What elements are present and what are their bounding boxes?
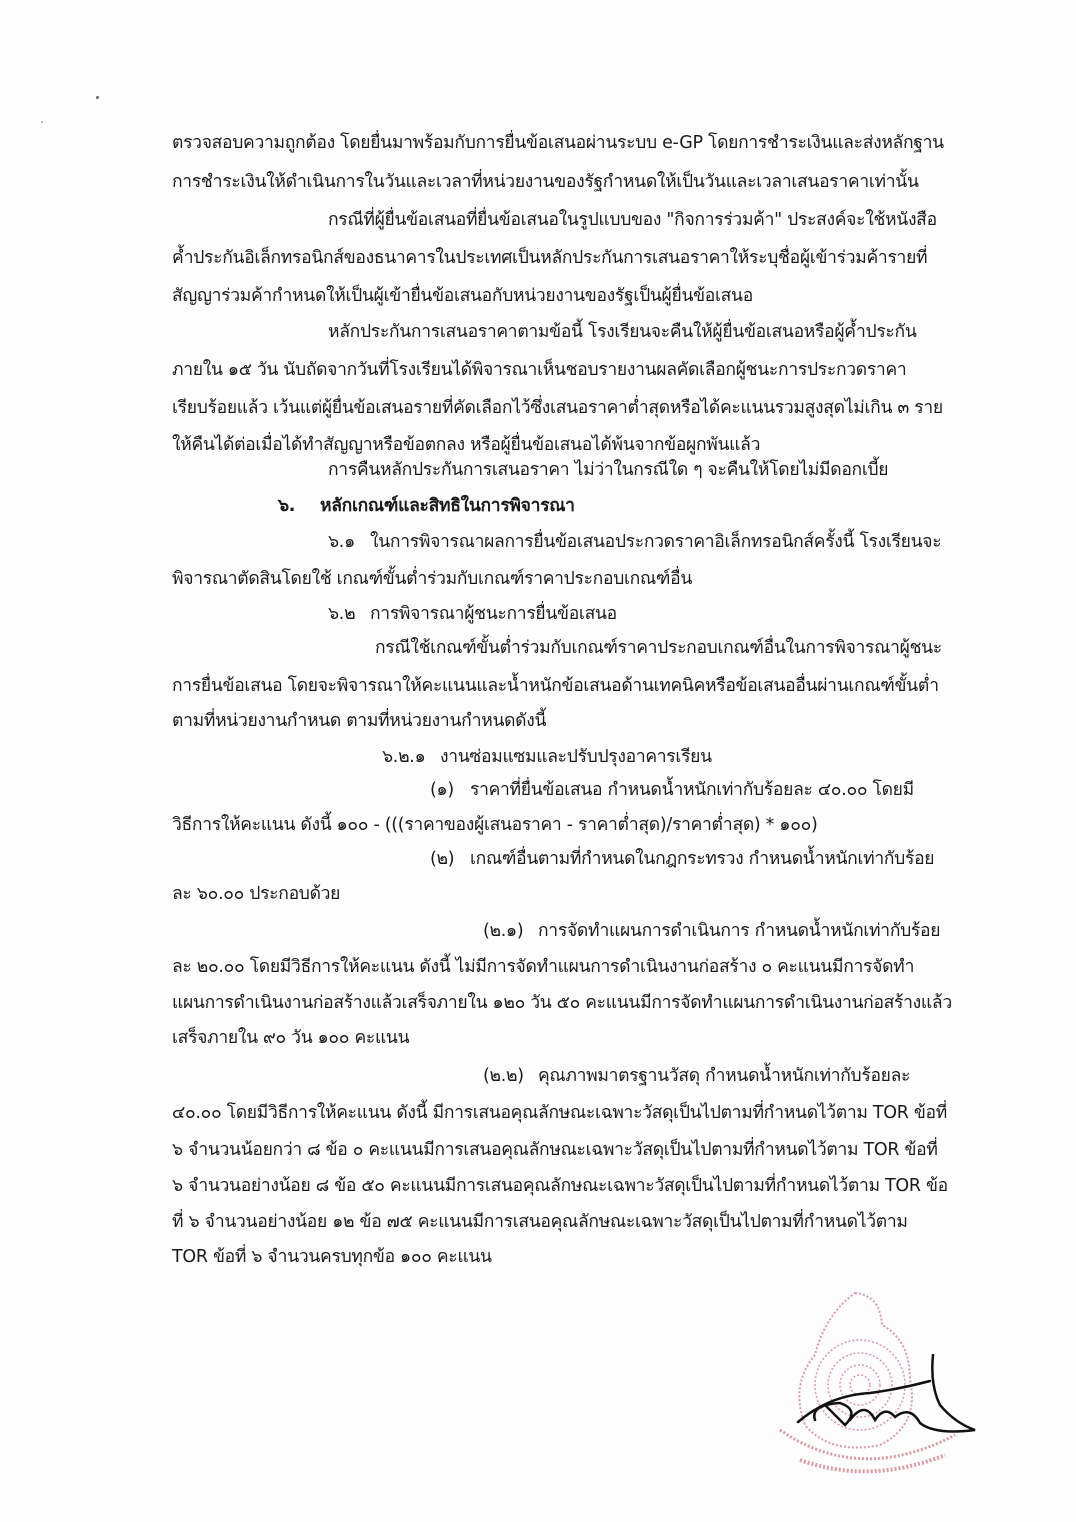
paragraph-line: หลักประกันการเสนอราคาตามข้อนี้ โรงเรียนจะคืนให้ผู้ยื่นข้อเสนอหรือผู้ค้ำประกัน (328, 322, 917, 342)
scan-speck (41, 121, 43, 123)
subsection-number: ๖.๒.๑ (382, 747, 426, 767)
item-number: (๒.๒) (483, 1066, 524, 1086)
paragraph-line: กรณีใช้เกณฑ์ขั้นต่ำร่วมกับเกณฑ์ราคาประกอบเกณฑ์อื่นในการพิจารณาผู้ชนะ (375, 638, 942, 658)
paragraph-line: ในการพิจารณาผลการยื่นข้อเสนอประกวดราคาอิเล็กทรอนิกส์ครั้งนี้ โรงเรียนจะ (370, 532, 942, 552)
paragraph-line: เรียบร้อยแล้ว เว้นแต่ผู้ยื่นข้อเสนอรายที่คัดเลือกไว้ซึ่งเสนอราคาต่ำสุดหรือได้คะแนนรวมสูงสุดไม่เกิน ๓ ราย (172, 398, 943, 418)
item-number: (๒.๑) (483, 921, 524, 941)
paragraph-line: ที่ ๖ จำนวนอย่างน้อย ๑๒ ข้อ ๗๕ คะแนนมีการเสนอคุณลักษณะเฉพาะวัสดุเป็นไปตามที่กำหนดไว้ตาม (172, 1212, 908, 1232)
paragraph-line: ๖ จำนวนอย่างน้อย ๘ ข้อ ๕๐ คะแนนมีการเสนอคุณลักษณะเฉพาะวัสดุเป็นไปตามที่กำหนดไว้ตาม TOR ข้อ (172, 1176, 948, 1196)
paragraph-line: การยื่นข้อเสนอ โดยจะพิจารณาให้คะแนนและน้ำหนักข้อเสนอด้านเทคนิคหรือข้อเสนออื่นผ่านเกณฑ์ขั้นต่ำ (172, 676, 939, 696)
item-number: (๑) (430, 780, 454, 800)
section-title: หลักเกณฑ์และสิทธิในการพิจารณา (320, 496, 575, 516)
paragraph-line: ตรวจสอบความถูกต้อง โดยยื่นมาพร้อมกับการยื่นข้อเสนอผ่านระบบ e-GP โดยการชำระเงินและส่งหลักฐาน (172, 133, 944, 153)
paragraph-line: ราคาที่ยื่นข้อเสนอ กำหนดน้ำหนักเท่ากับร้อยละ ๔๐.๐๐ โดยมี (470, 780, 914, 800)
paragraph-line: ค้ำประกันอิเล็กทรอนิกส์ของธนาคารในประเทศเป็นหลักประกันการเสนอราคาให้ระบุชื่อผู้เข้าร่วมค้ารายที่ (172, 248, 928, 268)
paragraph-line: ๖ จำนวนน้อยกว่า ๘ ข้อ ๐ คะแนนมีการเสนอคุณลักษณะเฉพาะวัสดุเป็นไปตามที่กำหนดไว้ตาม TOR ข้อที่ (172, 1140, 938, 1160)
subsection-number: ๖.๒ (328, 604, 356, 624)
paragraph-line: คุณภาพมาตรฐานวัสดุ กำหนดน้ำหนักเท่ากับร้อยละ (538, 1066, 911, 1086)
paragraph-line: ให้คืนได้ต่อเมื่อได้ทำสัญญาหรือข้อตกลง หรือผู้ยื่นข้อเสนอได้พ้นจากข้อผูกพันแล้ว (172, 435, 761, 455)
paragraph-line: เสร็จภายใน ๙๐ วัน ๑๐๐ คะแนน (172, 1028, 410, 1048)
paragraph-line: TOR ข้อที่ ๖ จำนวนครบทุกข้อ ๑๐๐ คะแนน (172, 1247, 492, 1267)
item-number: (๒) (430, 849, 455, 869)
paragraph-line: การจัดทำแผนการดำเนินการ กำหนดน้ำหนักเท่ากับร้อย (538, 921, 941, 941)
paragraph-line: พิจารณาตัดสินโดยใช้ เกณฑ์ขั้นต่ำร่วมกับเกณฑ์ราคาประกอบเกณฑ์อื่น (172, 569, 693, 589)
paragraph-line: ภายใน ๑๕ วัน นับถัดจากวันที่โรงเรียนได้พิจารณาเห็นชอบรายงานผลคัดเลือกผู้ชนะการประกวดราคา (172, 360, 907, 380)
subsection-number: ๖.๑ (328, 532, 355, 552)
subsection-title: การพิจารณาผู้ชนะการยื่นข้อเสนอ (370, 604, 617, 624)
paragraph-line: ละ ๒๐.๐๐ โดยมีวิธีการให้คะแนน ดังนี้ ไม่มีการจัดทำแผนการดำเนินงานก่อสร้าง ๐ คะแนนมีการจัดทำ (172, 957, 915, 977)
paragraph-line: วิธีการให้คะแนน ดังนี้ ๑๐๐ - (((ราคาของผู้เสนอราคา - ราคาต่ำสุด)/ราคาต่ำสุด) * ๑๐๐) (172, 815, 818, 835)
official-seal-icon (770, 1285, 990, 1485)
paragraph-line: กรณีที่ผู้ยื่นข้อเสนอที่ยื่นข้อเสนอในรูปแบบของ "กิจการร่วมค้า" ประสงค์จะใช้หนังสือ (328, 210, 937, 230)
paragraph-line: เกณฑ์อื่นตามที่กำหนดในกฎกระทรวง กำหนดน้ำหนักเท่ากับร้อย (470, 849, 935, 869)
paragraph-line: ละ ๖๐.๐๐ ประกอบด้วย (172, 884, 341, 904)
paragraph-line: แผนการดำเนินงานก่อสร้างแล้วเสร็จภายใน ๑๒๐ วัน ๕๐ คะแนนมีการจัดทำแผนการดำเนินงานก่อสร้างแล้ว (172, 993, 952, 1013)
paragraph-line: สัญญาร่วมค้ากำหนดให้เป็นผู้เข้ายื่นข้อเสนอกับหน่วยงานของรัฐเป็นผู้ยื่นข้อเสนอ (172, 286, 753, 306)
paragraph-line: ๔๐.๐๐ โดยมีวิธีการให้คะแนน ดังนี้ มีการเสนอคุณลักษณะเฉพาะวัสดุเป็นไปตามที่กำหนดไว้ตาม TOR ข้อที่ (172, 1103, 947, 1123)
subsection-title: งานซ่อมแซมและปรับปรุงอาคารเรียน (440, 747, 712, 767)
paragraph-line: การชำระเงินให้ดำเนินการในวันและเวลาที่หน่วยงานของรัฐกำหนดให้เป็นวันและเวลาเสนอราคาเท่านั้น (172, 172, 919, 192)
scan-speck (96, 96, 99, 99)
paragraph-line: ตามที่หน่วยงานกำหนด ตามที่หน่วยงานกำหนดดังนี้ (172, 711, 547, 731)
section-number: ๖. (278, 496, 296, 516)
paragraph-line: การคืนหลักประกันการเสนอราคา ไม่ว่าในกรณีใด ๆ จะคืนให้โดยไม่มีดอกเบี้ย (328, 460, 889, 480)
